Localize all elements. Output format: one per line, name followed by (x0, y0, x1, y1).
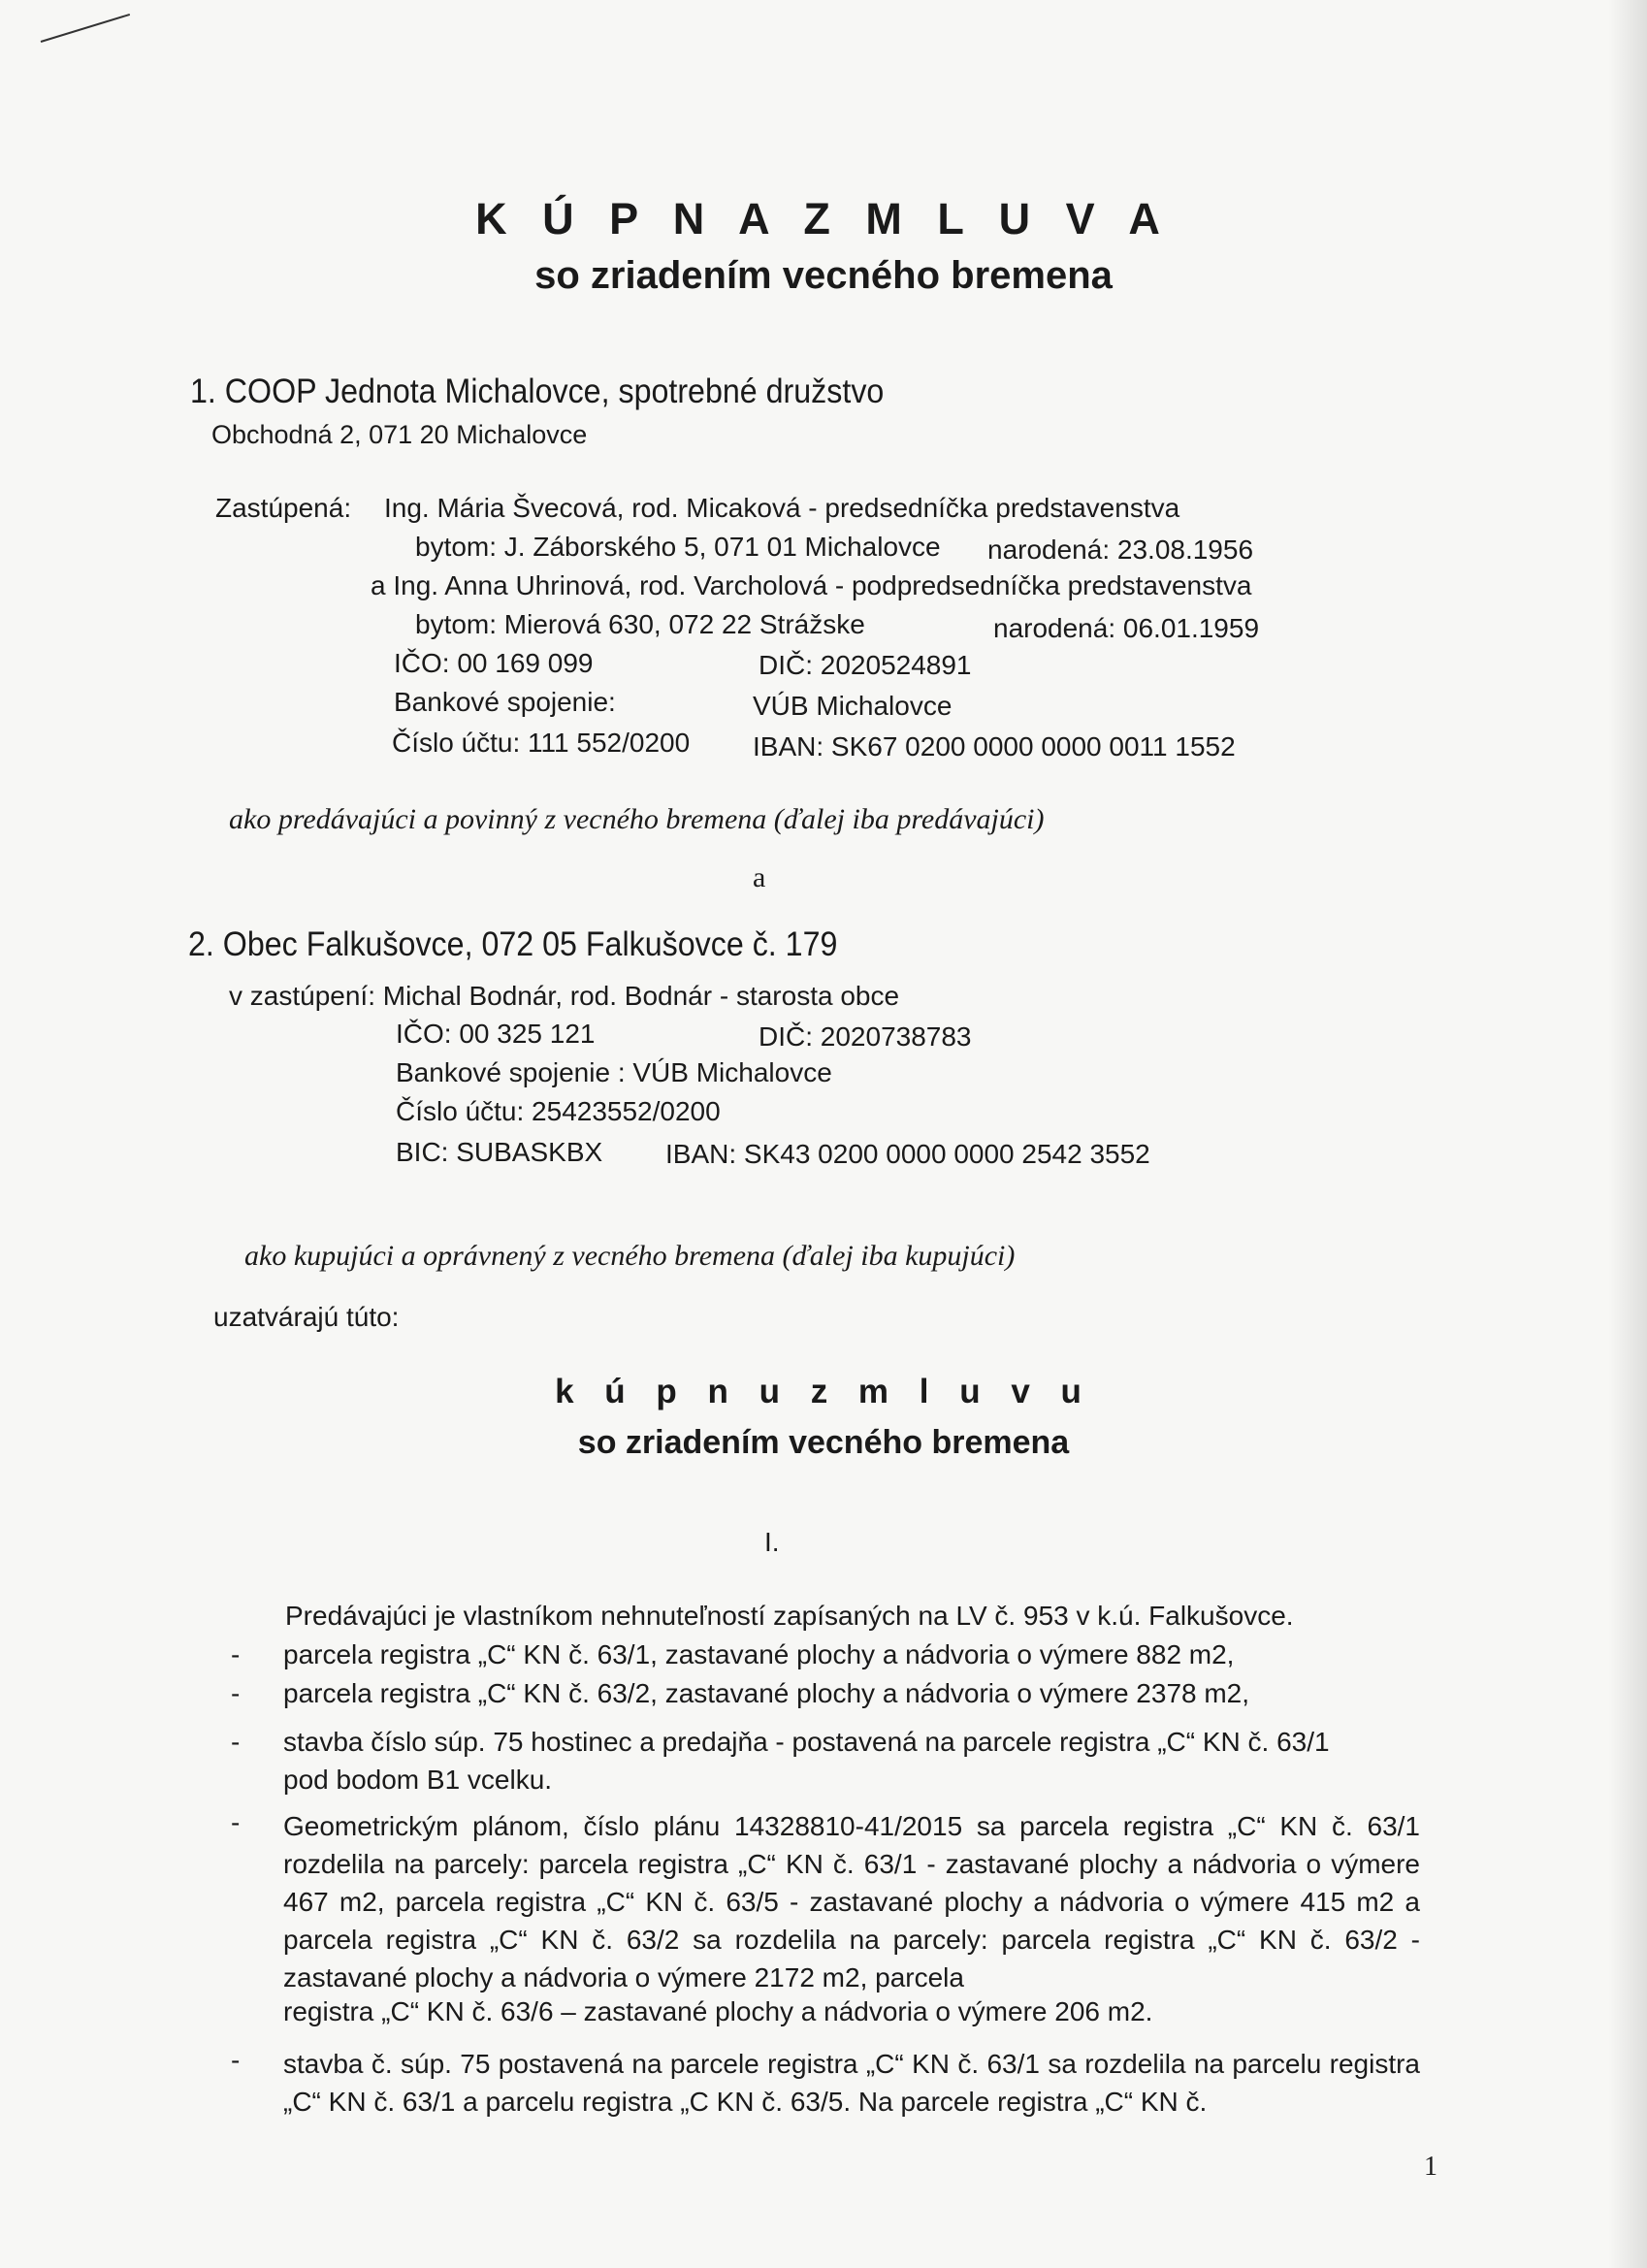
party1-ico: IČO: 00 169 099 (394, 648, 594, 678)
party2-rep: v zastúpení: Michal Bodnár, rod. Bodnár - starosta obce (229, 981, 900, 1011)
party1-bank-name: VÚB Michalovce (753, 691, 953, 721)
list-item-line: pod bodom B1 vcelku. (283, 1765, 553, 1795)
list-dash: - (231, 1727, 241, 1757)
list-item-paragraph: Geometrickým plánom, číslo plánu 14328810-41/2015 sa parcela registra „C“ KN č. 63/1 rozdelila na parcely: parcela registra „C“ KN č. 63/1 - zastavané plochy a nádvoria o výmere 467 m2, parcela registra „C“ KN č. 63/5 - zastavané plochy a nádvoria o výmere 415 m2 a parcela registra „C“ KN č. 63/2 sa rozdelila na parcely: parcela registra „C“ KN č. 63/2 - zastavané plochy a nádvoria o výmere 2172 m2, parcela (283, 1811, 1420, 1993)
party1-rep1-residence: bytom: J. Záborského 5, 071 01 Michalovce (415, 532, 941, 562)
party1-rep-label: Zastúpená: (215, 493, 352, 523)
concluding-text: uzatvárajú túto: (213, 1302, 400, 1332)
party1-rep2-born: narodená: 06.01.1959 (993, 613, 1260, 643)
party2-heading: 2. Obec Falkušovce, 072 05 Falkušovce č. 179 (188, 925, 838, 963)
conjunction: a (753, 861, 766, 893)
article-intro: Predávajúci je vlastníkom nehnuteľností zapísaných na LV č. 953 v k.ú. Falkušovce. (285, 1601, 1294, 1631)
document-subtitle: so zriadením vecného bremena (534, 254, 1113, 297)
party1-rep2-residence: bytom: Mierová 630, 072 22 Strážske (415, 609, 865, 639)
party2-role: ako kupujúci a oprávnený z vecného bremena (ďalej iba kupujúci) (244, 1240, 1016, 1272)
list-dash: - (231, 1639, 241, 1669)
contract-title: k ú p n u z m l u v u (555, 1373, 1092, 1410)
party1-rep1-born: narodená: 23.08.1956 (987, 535, 1254, 565)
party2-dic: DIČ: 2020738783 (759, 1021, 972, 1052)
scan-edge-shadow (1608, 0, 1647, 2268)
party1-role: ako predávajúci a povinný z vecného bremena (ďalej iba predávajúci) (229, 803, 1045, 835)
party1-rep2: a Ing. Anna Uhrinová, rod. Varcholová - podpredsedníčka predstavenstva (371, 570, 1252, 600)
list-item: parcela registra „C“ KN č. 63/2, zastavané plochy a nádvoria o výmere 2378 m2, (283, 1678, 1250, 1708)
party2-account: Číslo účtu: 25423552/0200 (396, 1096, 721, 1126)
party1-bank-label: Bankové spojenie: (394, 687, 616, 717)
party1-address: Obchodná 2, 071 20 Michalovce (211, 420, 588, 449)
list-dash: - (231, 1678, 241, 1708)
list-item-line: registra „C“ KN č. 63/6 – zastavané plochy a nádvoria o výmere 206 m2. (283, 1996, 1153, 2026)
party2-iban: IBAN: SK43 0200 0000 0000 2542 3552 (665, 1139, 1150, 1169)
party2-ico: IČO: 00 325 121 (396, 1019, 596, 1049)
party1-heading: 1. COOP Jednota Michalovce, spotrebné družstvo (190, 373, 885, 410)
contract-subtitle: so zriadením vecného bremena (577, 1424, 1070, 1461)
list-item-paragraph: stavba č. súp. 75 postavená na parcele registra „C“ KN č. 63/1 sa rozdelila na parcelu registra „C“ KN č. 63/1 a parcelu registra „C KN č. 63/5. Na parcele registra „C“ KN č. (283, 2049, 1420, 2117)
party1-rep1: Ing. Mária Švecová, rod. Micaková - predsedníčka predstavenstva (384, 493, 1180, 523)
party1-dic: DIČ: 2020524891 (759, 650, 972, 680)
page-number: 1 (1424, 2152, 1437, 2182)
party1-iban: IBAN: SK67 0200 0000 0000 0011 1552 (753, 731, 1236, 761)
list-dash: - (231, 2045, 241, 2075)
party2-bank: Bankové spojenie : VÚB Michalovce (396, 1057, 832, 1087)
document-title: K Ú P N A Z M L U V A (475, 194, 1172, 243)
article-number: I. (764, 1527, 780, 1557)
list-item-line: stavba číslo súp. 75 hostinec a predajňa - postavená na parcele registra „C“ KN č. 63/1 (283, 1727, 1330, 1757)
pen-mark (41, 14, 130, 43)
list-dash: - (231, 1807, 241, 1837)
party2-bic: BIC: SUBASKBX (396, 1137, 603, 1167)
party1-account: Číslo účtu: 111 552/0200 (392, 728, 691, 758)
list-item: parcela registra „C“ KN č. 63/1, zastavané plochy a nádvoria o výmere 882 m2, (283, 1639, 1235, 1669)
